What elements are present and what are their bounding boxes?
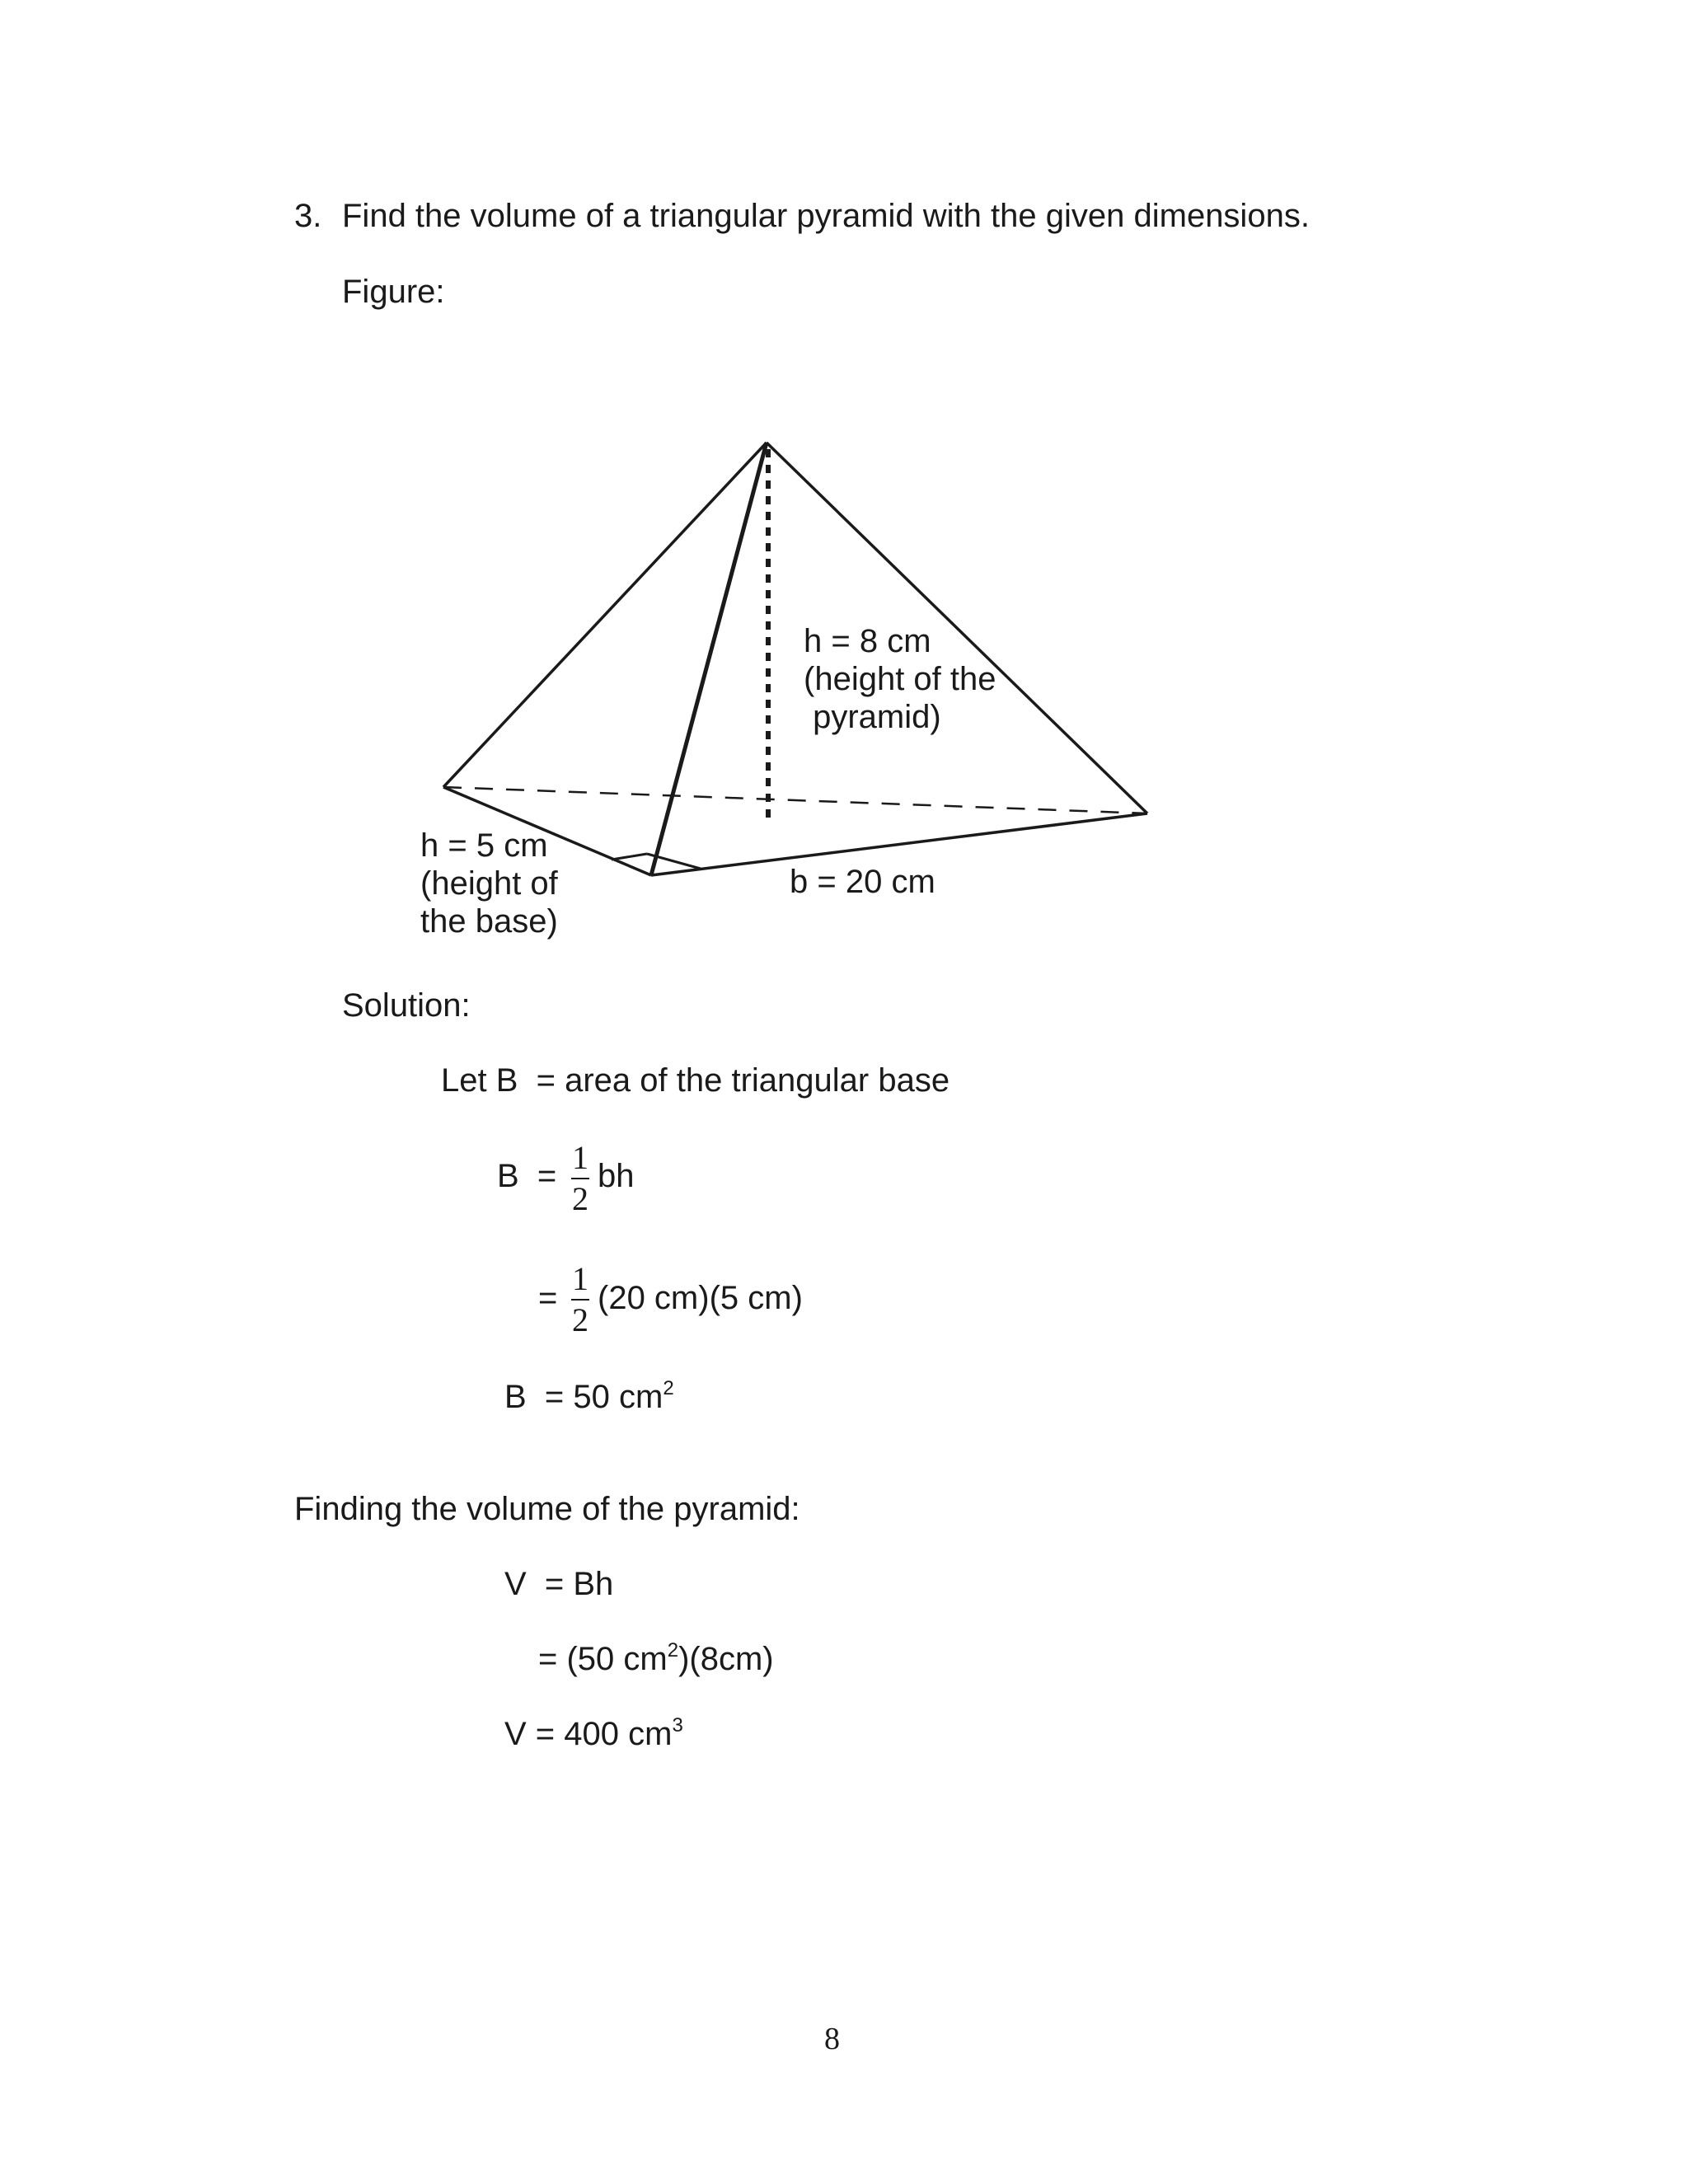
fraction-denominator: 2 [572,1180,588,1217]
edge-apex-front [651,443,767,875]
let-statement: Let B = area of the triangular base [441,1062,950,1099]
solution-label: Solution: [342,987,471,1024]
volume-line2-a: = (50 cm [538,1641,668,1677]
base-length-label: b = 20 cm [790,864,935,900]
volume-line1: V = Bh [504,1566,614,1602]
volume-line3-exponent: 3 [672,1714,683,1736]
pyramid-height-desc-2: pyramid) [804,699,941,735]
base-height-desc-1: (height of [420,865,558,902]
right-angle-mark [612,854,647,860]
fraction-bar [571,1178,589,1179]
volume-line2-b: )(8cm) [678,1641,774,1677]
volume-line2 [538,1639,774,1679]
fraction-denominator: 2 [572,1301,588,1338]
problem-statement: Find the volume of a triangular pyramid with the given dimensions. [342,198,1310,234]
step3-result [504,1377,674,1417]
problem-number: 3. [294,198,322,234]
edge-apex-left [443,443,767,787]
step2-rhs: (20 cm)(5 cm) [598,1280,803,1316]
volume-line3-text: V = 400 cm [504,1716,673,1752]
pyramid-height-label: h = 8 cm [804,623,931,659]
base-height-label: h = 5 cm [420,827,548,864]
volume-result [504,1714,683,1754]
step1-fraction [568,1141,593,1216]
figure-label: Figure: [342,274,445,310]
volume-line2-exponent: 2 [667,1639,679,1661]
fraction-numerator: 1 [572,1139,588,1176]
step3-text: B = 50 cm [504,1379,663,1415]
pyramid-height-desc-1: (height of the [804,661,996,697]
fraction-bar [571,1299,589,1301]
fraction-numerator: 1 [572,1260,588,1297]
page-number: 8 [824,2022,840,2056]
step1-rhs: bh [598,1158,635,1194]
step2-fraction [568,1260,593,1338]
edge-back-dashed [443,787,1147,813]
base-height-desc-2: the base) [420,903,558,940]
step2-equals: = [538,1280,558,1316]
step3-exponent: 2 [663,1377,674,1399]
step1-lhs: B = [497,1158,557,1194]
pyramid-figure [0,0,1688,989]
volume-heading: Finding the volume of the pyramid: [294,1491,800,1527]
